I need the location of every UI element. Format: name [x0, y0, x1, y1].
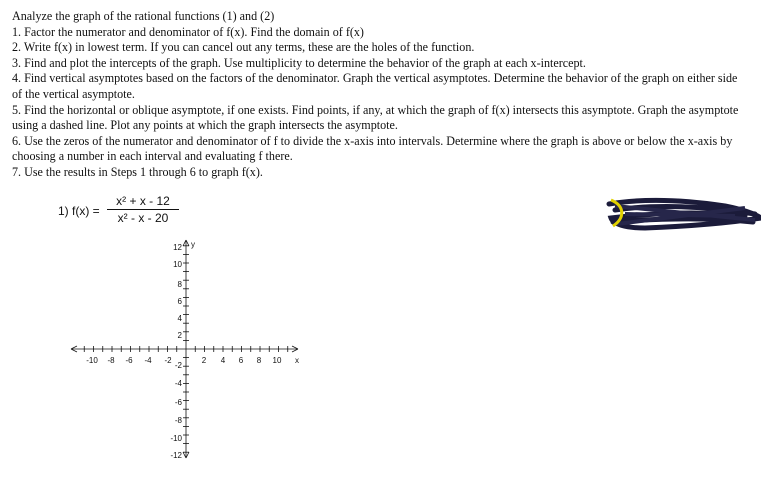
x-tick-label: -10 — [86, 356, 98, 365]
x-tick-label: -2 — [164, 356, 172, 365]
y-tick-label: 12 — [173, 243, 182, 252]
step-3: 3. Find and plot the intercepts of the graph. Use multiplicity to determine the behavior of the graph at each x-intercept. — [12, 55, 586, 70]
y-tick-label: 2 — [177, 331, 182, 340]
instructions — [12, 9, 747, 181]
numerator: x² + x - 12 — [116, 194, 170, 208]
y-tick-label: 6 — [177, 297, 182, 306]
y-tick-label: 4 — [177, 314, 182, 323]
denominator: x² - x - 20 — [117, 211, 169, 225]
x-tick-label: -8 — [107, 356, 115, 365]
x-axis-label: x — [295, 356, 299, 365]
step-2: 2. Write f(x) in lowest term. If you can cancel out any terms, these are the holes of the function. — [12, 40, 475, 55]
step-4: 4. Find vertical asymptotes based on the factors of the denominator. Graph the vertical asymptotes. Determine the behavior of the graph on either side of the vertical asymptote. — [12, 71, 738, 101]
x-tick-label: -4 — [144, 356, 152, 365]
step-6: 6. Use the zeros of the numerator and denominator of f to divide the x-axis into intervals. Determine where the graph is above or below the x-axis by choosing a number in each interval and evaluating f there. — [12, 133, 733, 164]
y-tick-label: -6 — [174, 398, 182, 407]
x-tick-label: 10 — [272, 356, 282, 365]
x-tick-label: 4 — [220, 356, 226, 365]
y-tick-label: -12 — [170, 451, 182, 460]
step-1: 1. Factor the numerator and denominator of f(x). Find the domain of f(x) — [12, 24, 364, 39]
y-tick-label: 10 — [173, 260, 182, 269]
x-tick-label: 2 — [201, 356, 207, 365]
y-tick-label: -8 — [174, 416, 182, 425]
x-tick-label: -6 — [125, 356, 133, 365]
coordinate-grid — [68, 237, 308, 467]
y-tick-label: 8 — [177, 280, 182, 289]
redaction-scribble — [605, 196, 761, 232]
step-5: 5. Find the horizontal or oblique asymptote, if one exists. Find points, if any, at which the graph of f(x) intersects this asymptote. Graph the asymptote using a dashed line. Plot any points at which the graph intersects the asymptote. — [12, 102, 739, 133]
x-tick-label: 6 — [238, 356, 244, 365]
y-tick-label: -10 — [170, 434, 182, 443]
step-7: 7. Use the results in Steps 1 through 6 to graph f(x). — [12, 164, 263, 179]
problem-label: 1) f(x) = — [58, 204, 100, 218]
instructions-title: Analyze the graph of the rational functions (1) and (2) — [12, 9, 275, 23]
y-tick-label: -4 — [174, 379, 182, 388]
y-tick-label: -2 — [174, 361, 182, 370]
y-axis-label: y — [191, 240, 195, 249]
fraction — [107, 194, 179, 225]
x-tick-label: 8 — [256, 356, 262, 365]
